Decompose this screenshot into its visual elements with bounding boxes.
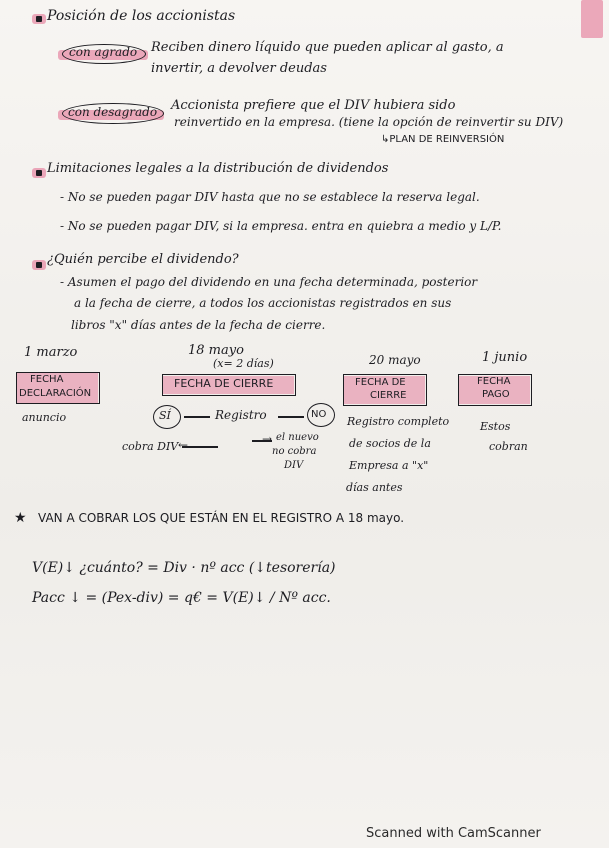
- quien-text-line1: - Asumen el pago del dividendo en una fecha determinada, posterior: [60, 275, 478, 289]
- cobra-div-label: cobra DIV: [122, 440, 179, 453]
- fecha-declaracion-line2: DECLARACIÓN: [19, 388, 92, 399]
- fecha-cierre-label: FECHA DE CIERRE: [174, 377, 274, 390]
- registro-completo-line2: de socios de la: [349, 437, 431, 450]
- estos-cobran-line1: Estos: [480, 420, 511, 433]
- date-18-mayo: 18 mayo: [188, 343, 244, 358]
- section-title-limitaciones: Limitaciones legales a la distribución de dividendos: [47, 161, 389, 176]
- plan-reinversion-note: ↳PLAN DE REINVERSIÓN: [381, 134, 505, 145]
- limitacion-item-2: - No se pueden pagar DIV, si la empresa. entra en quiebra a medio y L/P.: [60, 219, 502, 233]
- registro-completo-line3: Empresa a "x": [349, 459, 429, 472]
- agrado-text-line1: Reciben dinero líquido que pueden aplicar al gasto, a: [151, 40, 504, 55]
- si-label: SÍ: [159, 409, 171, 422]
- fecha-cierre-2-line2: CIERRE: [370, 390, 407, 401]
- dash-line: [278, 416, 304, 418]
- quien-text-line2: a la fecha de cierre, a todos los accionistas registrados en sus: [74, 296, 452, 310]
- desagrado-text-line1: Accionista prefiere que el DIV hubiera sido: [171, 98, 456, 113]
- no-cobra-line3: DIV: [284, 460, 304, 471]
- registro-label: Registro: [215, 408, 267, 422]
- label-con-agrado: con agrado: [69, 45, 138, 59]
- date-1-marzo: 1 marzo: [24, 345, 78, 360]
- corner-highlight-mark: [581, 0, 603, 38]
- bullet-icon: [36, 16, 42, 22]
- conclusion-text: VAN A COBRAR LOS QUE ESTÁN EN EL REGISTRO A 18 mayo.: [38, 511, 405, 525]
- dash-line: [184, 416, 210, 418]
- fecha-cierre-2-line1: FECHA DE: [355, 377, 406, 388]
- fecha-pago-line1: FECHA: [477, 376, 511, 387]
- section-title-quien: ¿Quién percibe el dividendo?: [47, 252, 239, 267]
- star-icon: ★: [14, 510, 27, 526]
- agrado-text-line2: invertir, a devolver deudas: [151, 61, 327, 76]
- fecha-declaracion-line1: FECHA: [30, 374, 64, 385]
- right-arrow-icon: →: [262, 432, 273, 446]
- limitacion-item-1: - No se pueden pagar DIV hasta que no se establece la reserva legal.: [60, 190, 480, 204]
- label-con-desagrado: con desagrado: [68, 105, 158, 119]
- formula-precio-accion: Pacc ↓ = (Pex-div) = q€ = V(E)↓ / Nº acc.: [32, 590, 331, 606]
- date-1-junio: 1 junio: [482, 350, 528, 365]
- no-cobra-line1: el nuevo: [276, 432, 319, 443]
- date-20-mayo: 20 mayo: [369, 353, 421, 367]
- anuncio-note: anuncio: [22, 411, 67, 424]
- bullet-icon: [36, 262, 42, 268]
- bullet-icon: [36, 170, 42, 176]
- no-cobra-line2: no cobra: [272, 446, 317, 457]
- section-title-posicion: Posición de los accionistas: [47, 8, 236, 24]
- fecha-pago-line2: PAGO: [482, 389, 510, 400]
- scanner-watermark: Scanned with CamScanner: [366, 826, 541, 841]
- quien-text-line3: libros "x" días antes de la fecha de cierre.: [71, 318, 326, 332]
- estos-cobran-line2: cobran: [489, 440, 528, 453]
- date-18-mayo-note: (x= 2 días): [213, 357, 274, 370]
- no-label: NO: [311, 409, 327, 420]
- formula-valor-empresa: V(E)↓ ¿cuánto? = Div · nº acc (↓tesorería): [32, 560, 336, 576]
- registro-completo-line1: Registro completo: [347, 415, 450, 428]
- registro-completo-line4: días antes: [346, 481, 403, 494]
- left-arrow-icon: ←: [178, 438, 189, 452]
- desagrado-text-line2: reinvertido en la empresa. (tiene la opción de reinvertir su DIV): [174, 115, 564, 129]
